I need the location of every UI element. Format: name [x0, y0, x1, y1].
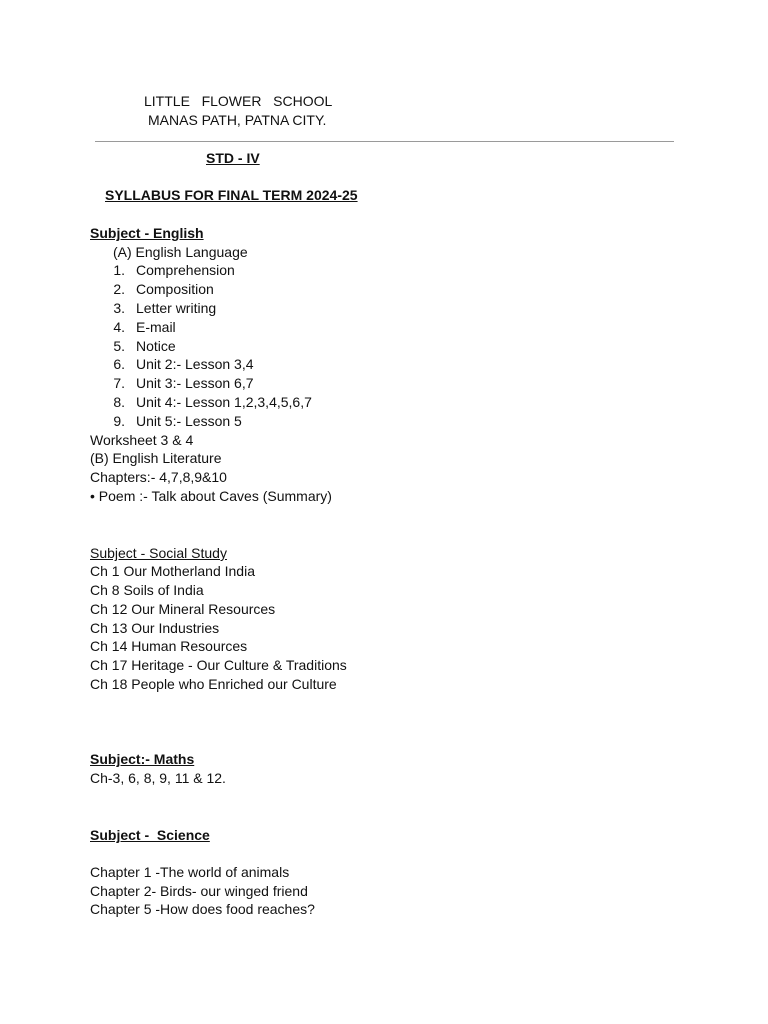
std-label: STD - IV	[206, 150, 260, 166]
list-number: 3.	[113, 300, 125, 316]
list-item: Ch 13 Our Industries	[90, 620, 220, 636]
list-item: Chapter 5 -How does food reaches?	[90, 901, 315, 917]
syllabus-title: SYLLABUS FOR FINAL TERM 2024-25	[105, 187, 358, 203]
list-number: 4.	[113, 319, 125, 335]
list-text: Comprehension	[136, 262, 235, 278]
list-text: Unit 4:- Lesson 1,2,3,4,5,6,7	[136, 394, 312, 410]
poem-line: • Poem :- Talk about Caves (Summary)	[90, 488, 332, 504]
social-heading: Subject - Social Study	[90, 545, 227, 561]
worksheet-line: Worksheet 3 & 4	[90, 432, 194, 448]
list-item: Chapter 2- Birds- our winged friend	[90, 883, 308, 899]
list-item: Ch 8 Soils of India	[90, 582, 204, 598]
list-number: 8.	[113, 394, 125, 410]
list-item: Ch 17 Heritage - Our Culture & Traditions	[90, 657, 347, 673]
list-text: Unit 5:- Lesson 5	[136, 413, 242, 429]
list-number: 6.	[113, 356, 125, 372]
maths-chapters: Ch-3, 6, 8, 9, 11 & 12.	[90, 770, 226, 786]
english-heading: Subject - English	[90, 225, 204, 241]
list-item: Ch 1 Our Motherland India	[90, 563, 255, 579]
header-divider	[95, 141, 674, 142]
list-item: Ch 14 Human Resources	[90, 638, 248, 654]
list-text: Unit 2:- Lesson 3,4	[136, 356, 254, 372]
list-text: E-mail	[136, 319, 176, 335]
literature-chapters: Chapters:- 4,7,8,9&10	[90, 469, 227, 485]
english-language-title: (A) English Language	[113, 244, 248, 260]
list-text: Notice	[136, 338, 176, 354]
list-text: Letter writing	[136, 300, 217, 316]
list-number: 7.	[113, 375, 125, 391]
school-name: LITTLE FLOWER SCHOOL	[144, 93, 333, 109]
list-text: Unit 3:- Lesson 6,7	[136, 375, 254, 391]
list-item: Ch 18 People who Enriched our Culture	[90, 676, 337, 692]
list-number: 9.	[113, 413, 125, 429]
list-text: Composition	[136, 281, 214, 297]
list-item: Ch 12 Our Mineral Resources	[90, 601, 276, 617]
science-heading: Subject - Science	[90, 827, 210, 843]
list-number: 5.	[113, 338, 125, 354]
list-item: Chapter 1 -The world of animals	[90, 864, 290, 880]
list-number: 2.	[113, 281, 125, 297]
english-literature-title: (B) English Literature	[90, 450, 222, 466]
maths-heading: Subject:- Maths	[90, 751, 195, 767]
school-address: MANAS PATH, PATNA CITY.	[148, 112, 327, 128]
list-number: 1.	[113, 262, 125, 278]
